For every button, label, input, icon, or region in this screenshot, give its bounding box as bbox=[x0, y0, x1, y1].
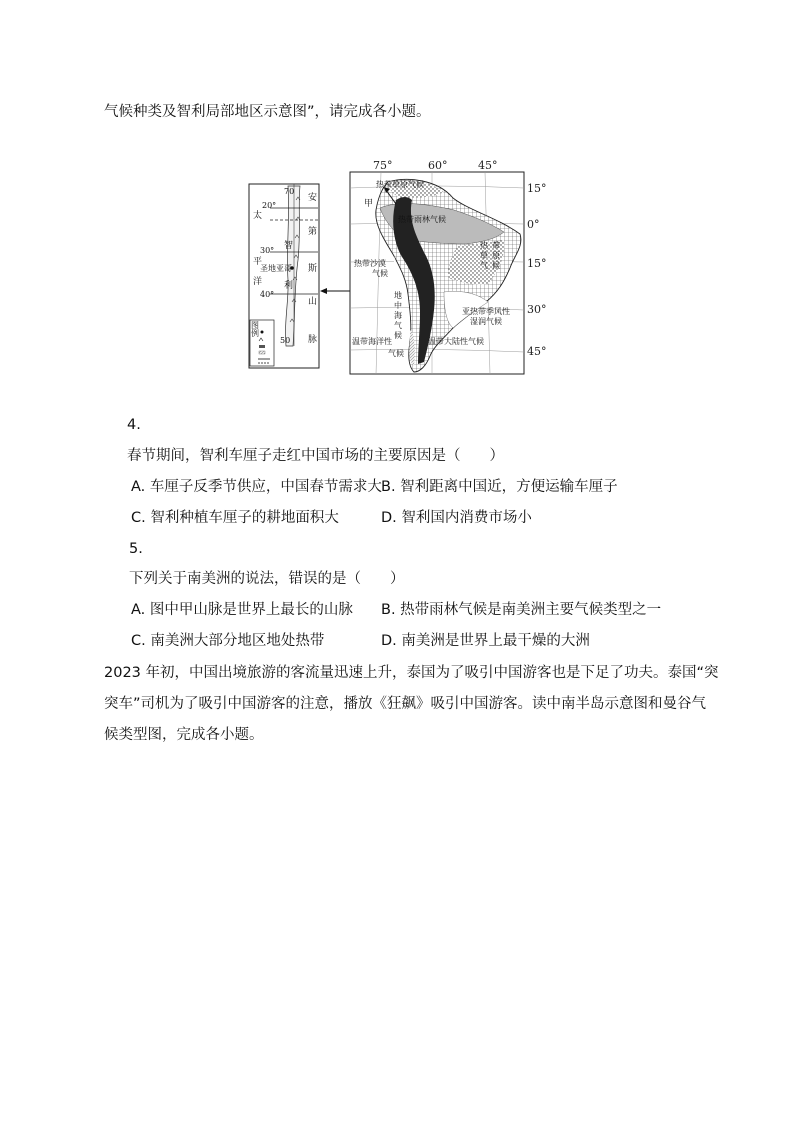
inset-lat-50: 50 bbox=[280, 336, 291, 345]
q4-stem: 春节期间，智利车厘子走红中国市场的主要原因是（ ） bbox=[127, 448, 504, 464]
inset-lon-label: 70 bbox=[284, 187, 295, 196]
q5-option-b[interactable]: B. 热带雨林气候是南美洲主要气候类型之一 bbox=[381, 602, 662, 618]
lat-label-0: 0° bbox=[527, 218, 540, 231]
mountain-label-di: 第 bbox=[308, 227, 318, 237]
q4-option-b[interactable]: B. 智利距离中国近，方便运输车厘子 bbox=[381, 479, 618, 495]
q5-option-d[interactable]: D. 南美洲是世界上最干燥的大洲 bbox=[381, 633, 590, 649]
svg-text:草: 草 bbox=[480, 251, 488, 260]
lon-label-75: 75° bbox=[373, 159, 393, 172]
q4-option-c[interactable]: C. 智利种植车厘子的耕地面积大 bbox=[131, 510, 339, 526]
label-rainforest: 热带雨林气候 bbox=[398, 215, 446, 224]
label-humid-1: 亚热带季风性 bbox=[462, 307, 510, 316]
q4-number: 4. bbox=[127, 417, 141, 433]
ocean-label-tai: 太 bbox=[253, 211, 263, 221]
label-marine-1: 温带海洋性 bbox=[352, 337, 392, 346]
lon-label-60: 60° bbox=[428, 159, 448, 172]
lat-label-45s: 45° bbox=[527, 345, 547, 358]
ocean-label-ping: 平 bbox=[253, 257, 263, 267]
mountain-label-shan: 山 bbox=[308, 297, 318, 307]
label-marine-2: 气候 bbox=[388, 349, 404, 358]
label-jia: 甲 bbox=[364, 199, 374, 209]
country-label-zhi: 智 bbox=[284, 241, 294, 251]
inset-legend bbox=[250, 320, 274, 366]
chile-inset-map bbox=[249, 184, 319, 368]
svg-text:气: 气 bbox=[394, 321, 402, 330]
santiago-label: 圣地亚哥 bbox=[260, 264, 292, 273]
climate-map-figure bbox=[248, 159, 547, 376]
inset-lat-30: 30° bbox=[260, 246, 275, 255]
q5-option-c[interactable]: C. 南美洲大部分地区地处热带 bbox=[131, 633, 325, 649]
mountain-label-an: 安 bbox=[308, 193, 318, 203]
svg-text:候: 候 bbox=[394, 331, 402, 340]
country-label-li: 利 bbox=[284, 281, 294, 291]
svg-text:气: 气 bbox=[480, 261, 488, 270]
passage-line-1: 2023 年初，中国出境旅游的客流量迅速上升，泰国为了吸引中国游客也是下足了功夫。泰国“突 bbox=[104, 665, 719, 681]
svg-text:带: 带 bbox=[492, 241, 500, 250]
svg-text:海: 海 bbox=[394, 311, 402, 320]
label-desert-2: 气候 bbox=[372, 269, 388, 278]
q4-option-a[interactable]: A. 车厘子反季节供应，中国春节需求大 bbox=[131, 479, 382, 495]
inset-lat-40: 40° bbox=[260, 290, 275, 299]
passage-line-2: 突车”司机为了吸引中国游客的注意，播放《狂飙》吸引中国游客。读中南半岛示意图和曼谷气 bbox=[104, 696, 707, 712]
label-desert-1: 热带沙漠 bbox=[354, 259, 386, 268]
label-continental: 温带大陆性气候 bbox=[428, 337, 484, 346]
passage-line-3: 候类型图，完成各小题。 bbox=[104, 727, 264, 743]
q5-option-a[interactable]: A. 图中甲山脉是世界上最长的山脉 bbox=[131, 602, 353, 618]
label-savanna-top: 热带草原气候 bbox=[376, 180, 424, 189]
svg-text:原: 原 bbox=[492, 251, 500, 260]
label-humid-2: 湿润气候 bbox=[470, 317, 502, 326]
svg-text:地: 地 bbox=[394, 291, 402, 300]
lon-label-45: 45° bbox=[478, 159, 498, 172]
ocean-label-yang: 洋 bbox=[253, 277, 263, 287]
south-america-climate-map bbox=[350, 159, 547, 374]
q5-number: 5. bbox=[129, 541, 143, 557]
q4-option-d[interactable]: D. 智利国内消费市场小 bbox=[381, 510, 532, 526]
lat-label-30s: 30° bbox=[527, 303, 547, 316]
svg-text:候: 候 bbox=[492, 261, 500, 270]
svg-text:例: 例 bbox=[251, 329, 259, 338]
lat-label-15s: 15° bbox=[527, 257, 547, 270]
mountain-label-mai: 脉 bbox=[308, 335, 318, 345]
label-mediterranean bbox=[394, 290, 402, 340]
q5-stem: 下列关于南美洲的说法，错误的是（ ） bbox=[129, 571, 405, 587]
inset-lat-20: 20° bbox=[262, 201, 277, 210]
intro-line: 气候种类及智利局部地区示意图”，请完成各小题。 bbox=[104, 104, 431, 120]
svg-text:中: 中 bbox=[394, 301, 402, 310]
svg-text:图: 图 bbox=[251, 321, 259, 330]
mountain-label-si: 斯 bbox=[308, 264, 318, 274]
svg-text:热: 热 bbox=[480, 241, 488, 250]
lat-label-15n: 15° bbox=[527, 182, 547, 195]
